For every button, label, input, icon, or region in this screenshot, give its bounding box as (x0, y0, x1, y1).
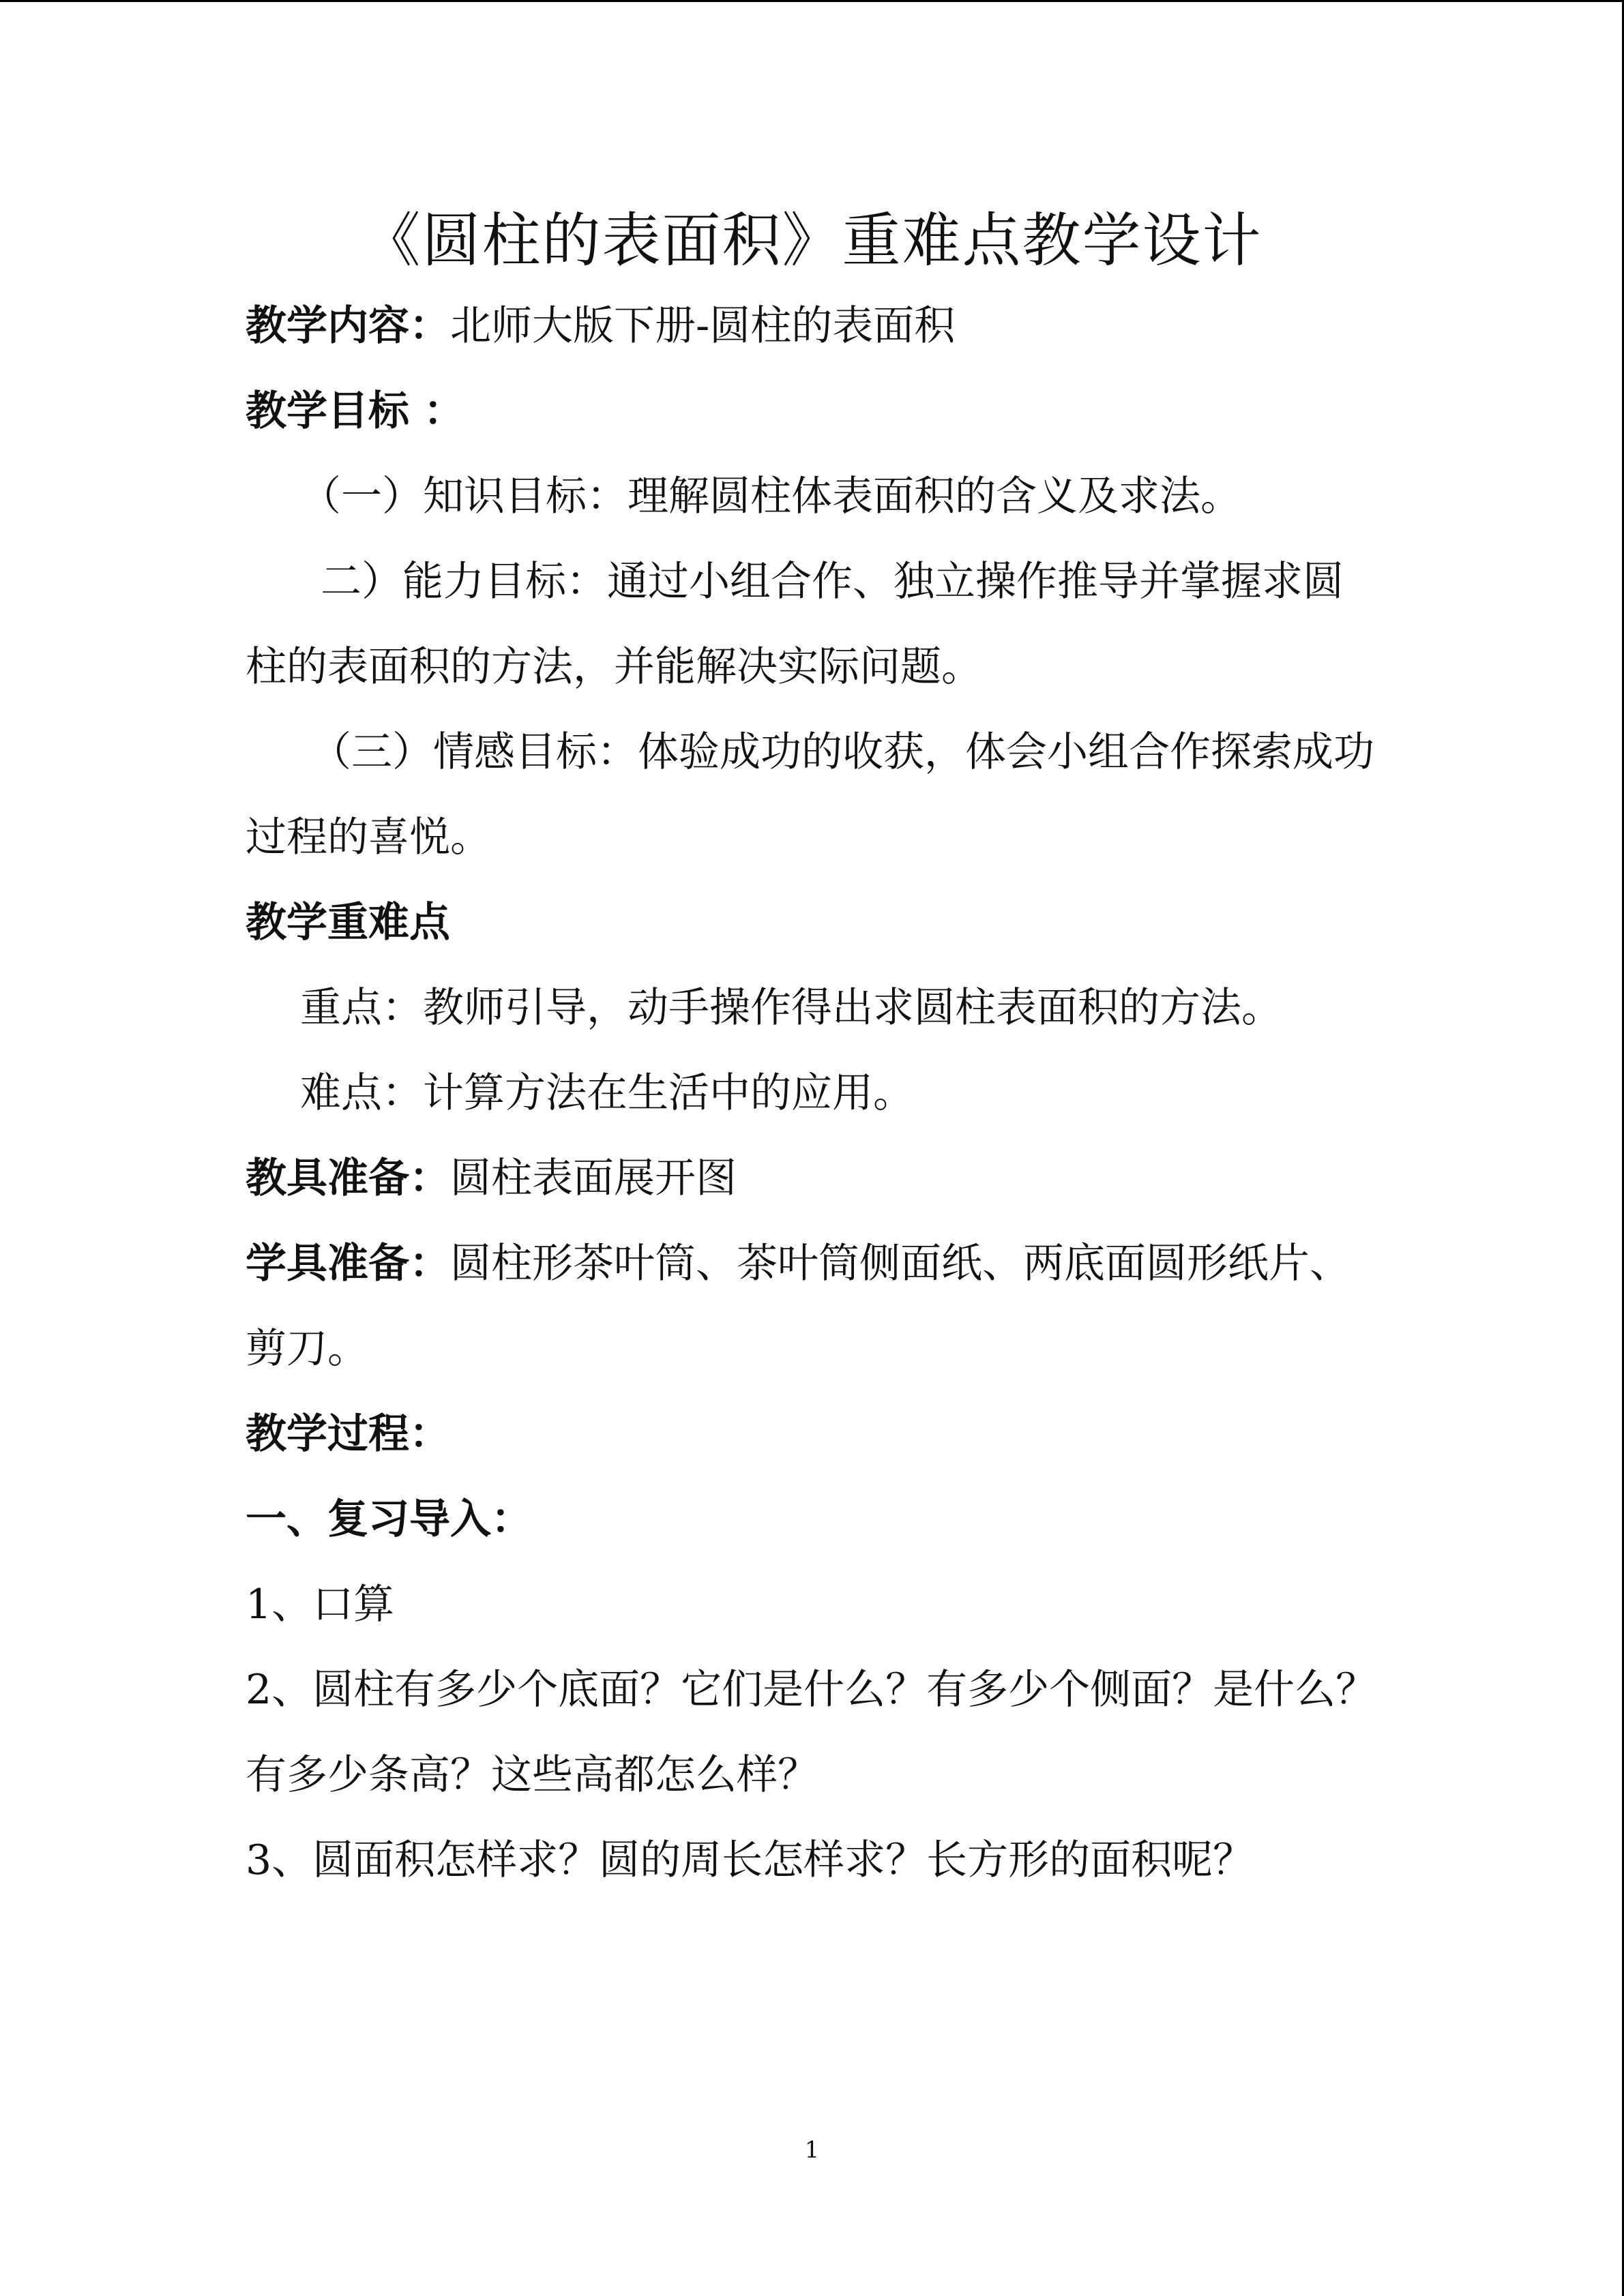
teacher-tools-text: 圆柱表面展开图 (450, 1154, 737, 1202)
key-point: 重点：教师引导，动手操作得出求圆柱表面积的方法。 (300, 984, 1282, 1032)
teacher-tools-line (246, 1151, 737, 1206)
item-2-line1: 2、圆柱有多少个底面？它们是什么？有多少个侧面？是什么？ (246, 1666, 1377, 1714)
item-1: 1、口算 (246, 1581, 395, 1628)
student-tools-line2: 剪刀。 (246, 1325, 368, 1373)
student-tools-label: 学具准备： (246, 1240, 450, 1287)
process-heading: 教学过程： (246, 1410, 450, 1458)
key-points-heading: 教学重难点 (246, 899, 450, 946)
teaching-content-label: 教学内容： (246, 302, 450, 350)
knowledge-objective: （一）知识目标：理解圆柱体表面积的含义及求法。 (300, 473, 1241, 520)
objectives-heading: 教学目标 ： (246, 387, 464, 435)
student-tools-line1 (246, 1236, 1350, 1291)
emotion-objective-line2: 过程的喜悦。 (246, 814, 491, 861)
document-title: 《圆柱的表面积》重难点教学设计 (361, 207, 1263, 275)
student-tools-text-line1: 圆柱形茶叶筒、茶叶筒侧面纸、两底面圆形纸片、 (450, 1240, 1350, 1287)
ability-objective-line1: 二）能力目标：通过小组合作、独立操作推导并掌握求圆 (321, 558, 1344, 606)
section1-heading: 一、复习导入： (246, 1495, 532, 1543)
emotion-objective-line1: （三）情感目标：体验成功的收获，体会小组合作探索成功 (310, 728, 1374, 776)
page-number: 1 (804, 2136, 820, 2164)
item-3: 3、圆面积怎样求？圆的周长怎样求？长方形的面积呢？ (246, 1836, 1254, 1884)
teaching-content-line (246, 299, 955, 353)
difficult-point: 难点：计算方法在生活中的应用。 (300, 1069, 914, 1117)
teacher-tools-label: 教具准备： (246, 1154, 450, 1202)
teaching-content-text: 北师大版下册-圆柱的表面积 (450, 302, 956, 350)
item-2-line2: 有多少条高？这些高都怎么样？ (246, 1751, 818, 1799)
ability-objective-line2: 柱的表面积的方法，并能解决实际问题。 (246, 643, 982, 691)
